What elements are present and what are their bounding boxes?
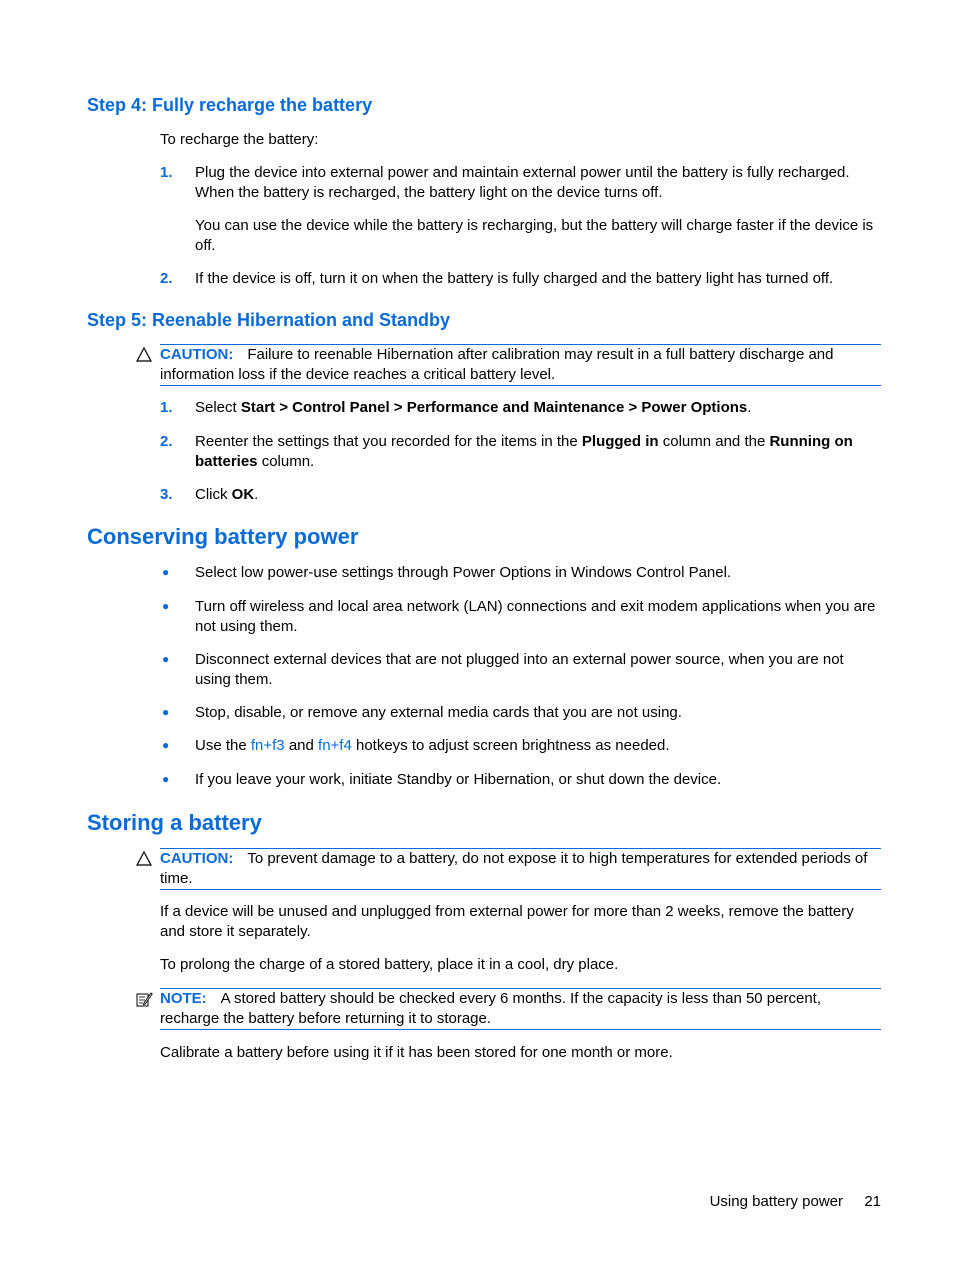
caution-text: Failure to reenable Hibernation after calibration may result in a full battery discharge and information loss if the device reaches a critical battery level. <box>160 346 834 383</box>
paragraph: To prolong the charge of a stored battery, place it in a cool, dry place. <box>160 956 619 973</box>
list-item <box>160 485 881 505</box>
bullet-icon: ● <box>162 772 170 786</box>
list-item-text: If the device is off, turn it on when the battery is fully charged and the battery light has turned off. <box>195 270 834 287</box>
caution-label: CAUTION: <box>160 850 234 867</box>
text-run: and <box>284 737 319 754</box>
list-number: 2. <box>160 433 173 450</box>
list-item-continuation <box>160 216 881 255</box>
list-item <box>160 736 881 756</box>
list-item-text: Turn off wireless and local area network (LAN) connections and exit modem applications when you are not using them. <box>195 598 876 635</box>
caution-box <box>160 848 881 890</box>
list-item <box>160 398 881 418</box>
bullet-icon: ● <box>162 738 170 752</box>
text-run: Reenter the settings that you recorded for the items in the <box>195 433 582 450</box>
list-item-text: You can use the device while the battery is recharging, but the battery will charge faster if the device is off. <box>195 217 874 254</box>
list-item-text: Stop, disable, or remove any external media cards that you are not using. <box>195 704 682 721</box>
text-run: hotkeys to adjust screen brightness as needed. <box>351 737 670 754</box>
list-item <box>160 650 881 689</box>
list-item-text: Disconnect external devices that are not plugged into an external power source, when you are not using them. <box>195 651 844 688</box>
list-item <box>160 597 881 636</box>
note-icon <box>136 991 153 1007</box>
bullet-icon: ● <box>162 705 170 719</box>
caution-icon <box>136 347 152 362</box>
section-heading-step5: Step 5: Reenable Hibernation and Standby <box>87 310 451 330</box>
text-run: Click <box>195 486 232 503</box>
footer-title: Using battery power <box>709 1193 843 1210</box>
list-item-text: Select low power-use settings through Power Options in Windows Control Panel. <box>195 564 732 581</box>
text-run: Select <box>195 399 241 416</box>
bullet-icon: ● <box>162 565 170 579</box>
section-heading-storing: Storing a battery <box>87 810 262 835</box>
hotkey-link-fn-f3[interactable]: fn+f3 <box>250 737 285 754</box>
list-number: 1. <box>160 399 173 416</box>
paragraph: Calibrate a battery before using it if it has been stored for one month or more. <box>160 1044 673 1061</box>
list-item <box>160 703 881 723</box>
menu-path: Start > Control Panel > Performance and Maintenance > Power Options <box>240 399 748 416</box>
list-number: 3. <box>160 486 173 503</box>
caution-box <box>160 344 881 386</box>
bold-term: Plugged in <box>581 433 659 450</box>
note-text: A stored battery should be checked every 6 months. If the capacity is less than 50 percent, recharge the battery before returning it to storage. <box>160 990 822 1027</box>
text-run: . <box>254 486 259 503</box>
list-item <box>160 770 881 790</box>
caution-label: CAUTION: <box>160 346 234 363</box>
text-run: column and the <box>658 433 770 450</box>
page-number: 21 <box>864 1193 881 1210</box>
list-item <box>160 269 881 289</box>
list-item <box>160 563 881 583</box>
list-number: 1. <box>160 164 173 181</box>
text-run: column. <box>257 452 315 470</box>
text-run: . <box>747 399 752 416</box>
note-box <box>160 988 881 1030</box>
hotkey-link-fn-f4[interactable]: fn+f4 <box>318 737 352 754</box>
step4-intro: To recharge the battery: <box>160 131 319 148</box>
bullet-icon: ● <box>162 652 170 666</box>
section-heading-step4: Step 4: Fully recharge the battery <box>87 95 373 115</box>
bold-term: OK <box>231 486 255 503</box>
list-item-text: Plug the device into external power and maintain external power until the battery is fully recharged. When the battery is recharged, the battery light on the device turns off. <box>195 164 850 201</box>
list-item-text: If you leave your work, initiate Standby or Hibernation, or shut down the device. <box>195 771 722 788</box>
list-number: 2. <box>160 270 173 287</box>
section-heading-conserving: Conserving battery power <box>87 524 359 549</box>
note-label: NOTE: <box>160 990 207 1007</box>
paragraph: If a device will be unused and unplugged from external power for more than 2 weeks, remove the battery and store it separately. <box>160 903 854 940</box>
bold-term: Running on batteries <box>195 433 853 470</box>
caution-icon <box>136 851 152 866</box>
bullet-icon: ● <box>162 599 170 613</box>
text-run: Use the <box>195 737 251 754</box>
list-item <box>160 163 881 202</box>
list-item <box>160 432 881 471</box>
caution-text: To prevent damage to a battery, do not expose it to high temperatures for extended periods of time. <box>160 850 868 887</box>
